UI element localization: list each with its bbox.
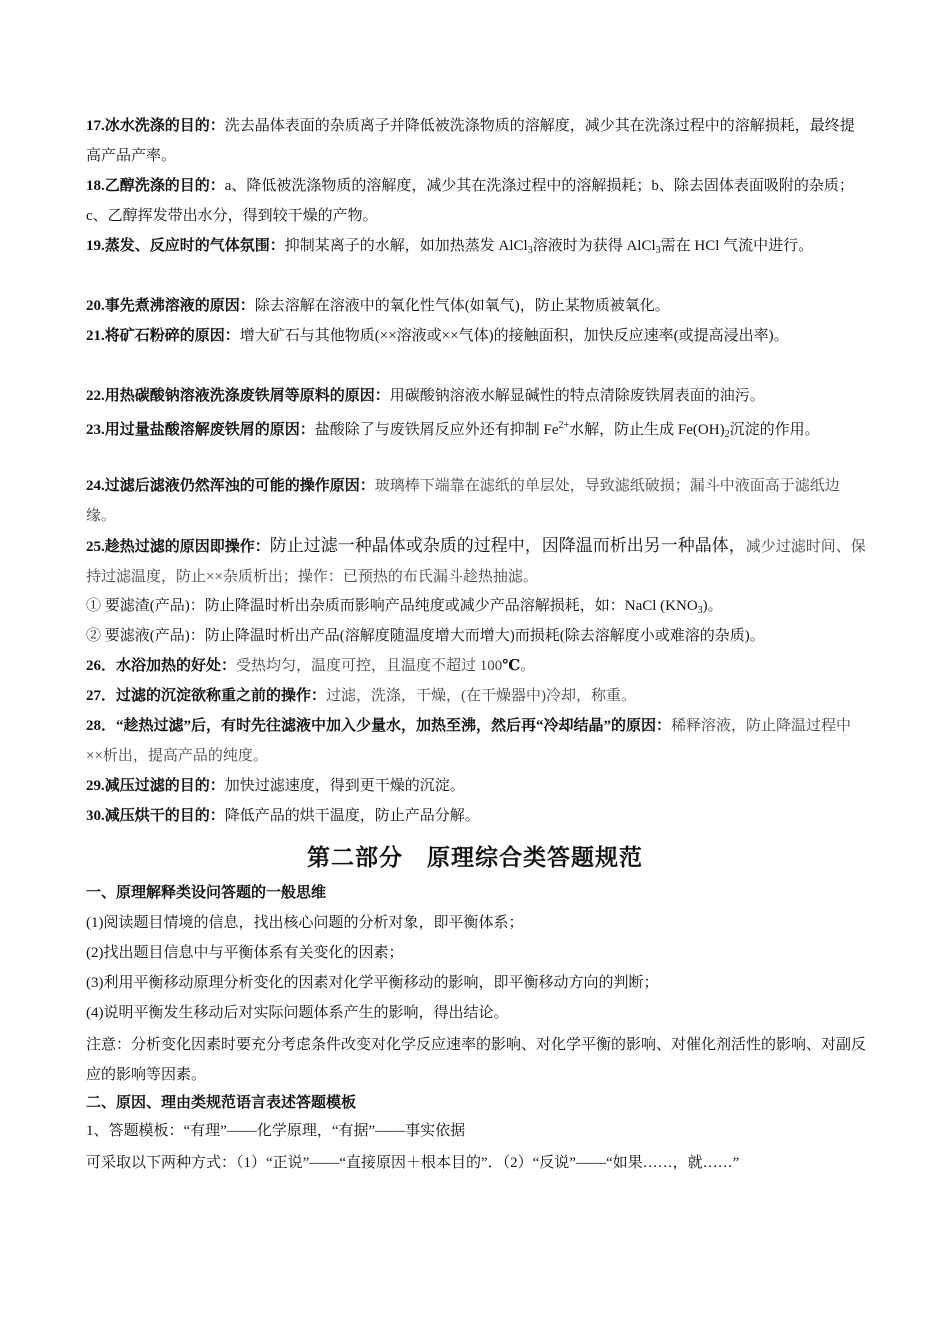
item-text: 。 [520, 658, 536, 674]
item-text: 受热均匀，温度可控，且温度不超过 100 [236, 658, 503, 674]
unit-celsius: ℃ [502, 658, 521, 674]
item-text: a、降低被洗涤物质的溶解度，减少其在洗涤过程中的溶解损耗；b、除去固体表面吸附的杂质；c、乙醇挥发带出水分，得到较干燥的产物。 [86, 178, 854, 224]
item-text-large: 防止过滤一种晶体或杂质的过程中，因降温而析出另一种晶体， [269, 536, 746, 555]
item-text: 洗去晶体表面的杂质离子并降低被洗涤物质的溶解度，减少其在洗涤过程中的溶解损耗，最终提高产品产率。 [86, 118, 855, 164]
item-21 [86, 321, 846, 351]
item-label: 20.事先煮沸溶液的原因： [86, 298, 255, 314]
item-text: 降低产品的烘干温度，防止产品分解。 [224, 808, 480, 824]
section-two-heading: 二、原因、理由类规范语言表述答题模板 [86, 1095, 357, 1111]
item-text: 增大矿石与其他物质(××溶液或××气体)的接触面积，加快反应速率(或提高浸出率)。 [239, 328, 789, 344]
note: 注意：分析变化因素时要充分考虑条件改变对化学反应速率的影响、对化学平衡的影响、对催化剂活性的影响、对副反应的影响等因素。 [86, 1037, 867, 1083]
item-25 [86, 531, 866, 592]
item-text: 需在 HCl 气流中进行。 [660, 238, 814, 254]
item-27 [86, 681, 866, 711]
subscript: 3 [655, 245, 661, 256]
item-label: 25.趁热过滤的原因即操作： [86, 539, 270, 555]
step-3: (3)利用平衡移动原理分析变化的因素对化学平衡移动的影响，即平衡移动方向的判断； [86, 975, 659, 991]
item-26 [86, 651, 866, 681]
item-text: 溶液时为获得 AlCl [532, 238, 656, 254]
item-label: 30.减压烘干的目的： [86, 808, 225, 824]
step-1: (1)阅读题目情境的信息，找出核心问题的分析对象，即平衡体系； [86, 915, 524, 931]
part-two-title: 第二部分 原理综合类答题规范 [307, 845, 643, 870]
item-text: 加快过滤速度，得到更干燥的沉淀。 [224, 778, 465, 794]
item-label: 24.过滤后滤液仍然浑浊的可能的操作原因： [86, 478, 375, 494]
item-label: 27．过滤的沉淀欲称重之前的操作： [86, 688, 327, 704]
item-text: ① 要滤渣(产品)：防止降温时析出杂质而影响产品纯度或减少产品溶解损耗，如：NaCl (KNO [86, 598, 698, 614]
item-text: 除去溶解在溶液中的氧化性气体(如氧气)，防止某物质被氧化。 [254, 298, 670, 314]
item-label: 29.减压过滤的目的： [86, 778, 225, 794]
item-text: ② 要滤液(产品)：防止降温时析出产品(溶解度随温度增大而增大)而损耗(除去溶解度小或难溶的杂质)。 [86, 628, 765, 644]
item-18 [86, 171, 866, 231]
item-28 [86, 711, 866, 771]
item-text: 用碳酸钠溶液水解显碱性的特点清除废铁屑表面的油污。 [389, 388, 765, 404]
step-4: (4)说明平衡发生移动后对实际问题体系产生的影响，得出结论。 [86, 1005, 509, 1021]
item-text: )。 [702, 598, 723, 614]
item-22 [86, 381, 866, 411]
item-text: 抑制某离子的水解，如加热蒸发 AlCl [284, 238, 528, 254]
item-19 [86, 231, 866, 266]
item-17 [86, 111, 866, 171]
item-text: 水解，防止生成 Fe(OH) [569, 422, 725, 438]
item-text: 过滤，洗涤，干燥，(在干燥器中)冷却，称重。 [326, 688, 637, 704]
item-text: 沉淀的作用。 [729, 422, 820, 438]
section-one-heading: 一、原理解释类设问答题的一般思维 [86, 885, 327, 901]
item-24 [86, 471, 866, 531]
item-29 [86, 771, 866, 801]
item-text: 盐酸除了与废铁屑反应外还有抑制 Fe [314, 422, 559, 438]
item-label: 21.将矿石粉碎的原因： [86, 328, 240, 344]
item-20 [86, 291, 866, 321]
item-23 [86, 411, 866, 450]
item-label: 22.用热碳酸钠溶液洗涤废铁屑等原料的原因： [86, 388, 390, 404]
item-30 [86, 801, 866, 831]
item-label: 17.冰水洗涤的目的： [86, 118, 225, 134]
template-line-1: 1、答题模板：“有理”——化学原理，“有据”——事实依据 [86, 1123, 466, 1139]
item-text: 玻璃棒下端靠在滤纸的单层处，导致滤纸破损；漏斗中液面高于滤纸边缘。 [86, 478, 840, 524]
superscript: 2+ [558, 420, 570, 431]
item-text: 减少过滤时间、保持过滤温度，防止××杂质析出；操作：已预热的布氏漏斗趁热抽滤。 [86, 539, 866, 585]
subscript: 3 [527, 245, 533, 256]
item-label: 23.用过量盐酸溶解废铁屑的原因： [86, 422, 315, 438]
item-label: 19.蒸发、反应时的气体氛围： [86, 238, 285, 254]
item-label: 18.乙醇洗涤的目的： [86, 178, 225, 194]
item-label: 26．水浴加热的好处： [86, 658, 237, 674]
template-line-2: 可采取以下两种方式：（1）“正说”——“直接原因＋根本目的”．（2）“反说”——“如果……，就……” [86, 1155, 740, 1171]
item-text: 稀释溶液，防止降温过程中××析出，提高产品的纯度。 [86, 718, 852, 764]
step-2: (2)找出题目信息中与平衡体系有关变化的因素； [86, 945, 404, 961]
circled-item-2 [86, 621, 866, 651]
subscript: 3 [697, 605, 703, 616]
item-label: 28．“趁热过滤”后，有时先往滤液中加入少量水，加热至沸，然后再“冷却结晶”的原因： [86, 718, 672, 734]
subscript: 2 [724, 429, 730, 440]
